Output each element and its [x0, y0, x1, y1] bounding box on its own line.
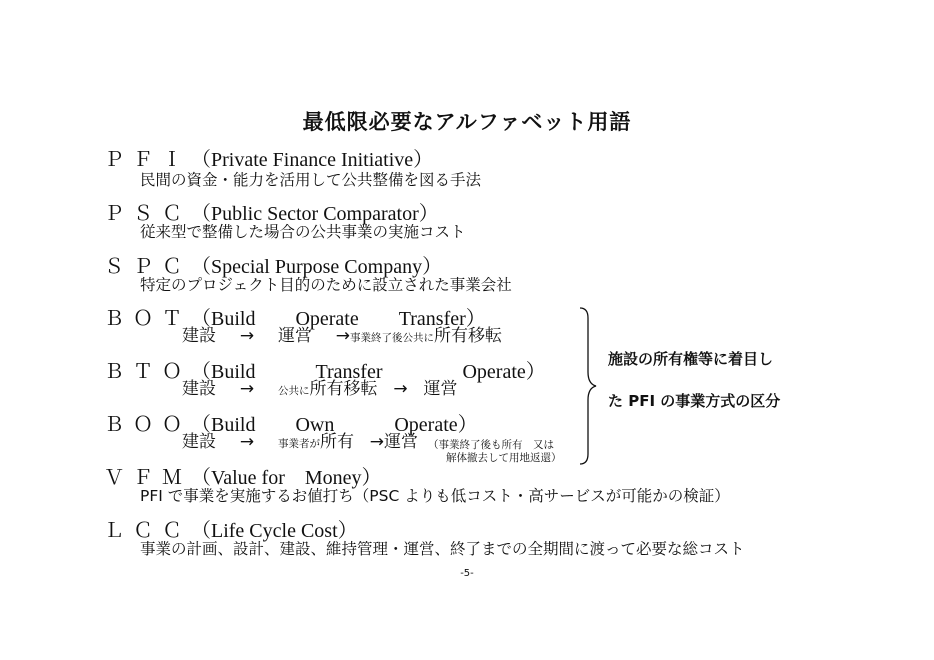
- boo-note-line2: 解体撤去して用地返還）: [446, 452, 562, 464]
- term-description: 従来型で整備した場合の公共事業の実施コスト: [140, 223, 466, 241]
- term-full-name: （Build Own Operate）: [191, 414, 478, 436]
- term-full-name: （Build Operate Transfer）: [191, 308, 486, 330]
- term-description: 民間の資金・能力を活用して公共整備を図る手法: [140, 171, 482, 189]
- term-full-name: （Life Cycle Cost）: [191, 520, 358, 542]
- term-description: PFI で事業を実施するお値打ち（PSC よりも低コスト・高サービスが可能かの検証）: [140, 487, 730, 505]
- arrow-icon: →: [335, 326, 350, 346]
- side-note-line1: 施設の所有権等に着目し: [608, 350, 774, 368]
- arrow-icon: →: [239, 379, 255, 399]
- flow-step: 運営: [423, 379, 458, 399]
- term-description: 特定のプロジェクト目的のために設立された事業会社: [140, 276, 512, 294]
- arrow-icon: →: [369, 432, 384, 452]
- term-full-name: （Value for Money）: [191, 467, 382, 489]
- term-full-name: （Public Sector Comparator）: [191, 203, 439, 225]
- term-abbr: ＳＰＣ: [104, 254, 191, 278]
- term-abbr: ＢＴＯ: [104, 359, 191, 383]
- term-abbr: ＰＦＩ: [104, 147, 191, 171]
- flow-step: 建設: [182, 432, 216, 452]
- flow-small-note: 公共に: [278, 385, 310, 397]
- boo-flow: [182, 431, 418, 455]
- flow-small-note: 事業終了後公共に: [350, 332, 434, 344]
- bot-flow: [182, 325, 502, 349]
- flow-step: 建設: [182, 326, 216, 346]
- term-abbr: ＢＯＯ: [104, 412, 191, 436]
- page-number: -5-: [460, 568, 474, 579]
- page-title: 最低限必要なアルファベット用語: [302, 110, 632, 134]
- term-abbr: ＶＦＭ: [104, 465, 191, 489]
- flow-step: 建設: [182, 379, 216, 399]
- curly-brace-icon: [576, 306, 600, 466]
- flow-step: 所有移転: [434, 326, 502, 346]
- flow-step: 所有: [320, 432, 354, 452]
- term-abbr: ＢＯＴ: [104, 306, 191, 330]
- side-note-line2: た PFI の事業方式の区分: [608, 392, 781, 410]
- arrow-icon: →: [239, 326, 255, 346]
- flow-small-note: 事業者が: [278, 438, 320, 450]
- flow-step: 運営: [384, 432, 418, 452]
- arrow-icon: →: [239, 432, 255, 452]
- term-full-name: （Special Purpose Company）: [191, 256, 443, 278]
- arrow-icon: →: [393, 379, 408, 399]
- boo-note: [428, 439, 562, 465]
- term-abbr: ＬＣＣ: [104, 518, 191, 542]
- term-description: 事業の計画、設計、建設、維持管理・運営、終了までの全期間に渡って必要な総コスト: [140, 540, 745, 558]
- bto-flow: [182, 378, 458, 402]
- flow-step: 所有移転: [309, 379, 378, 399]
- term-abbr: ＰＳＣ: [104, 201, 191, 225]
- term-pfi: [104, 147, 433, 172]
- term-full-name: （Private Finance Initiative）: [191, 149, 434, 171]
- boo-note-line1: （事業終了後も所有 又は: [428, 439, 554, 451]
- flow-step: 運営: [278, 326, 312, 346]
- term-full-name: （Build Transfer Operate）: [191, 361, 546, 383]
